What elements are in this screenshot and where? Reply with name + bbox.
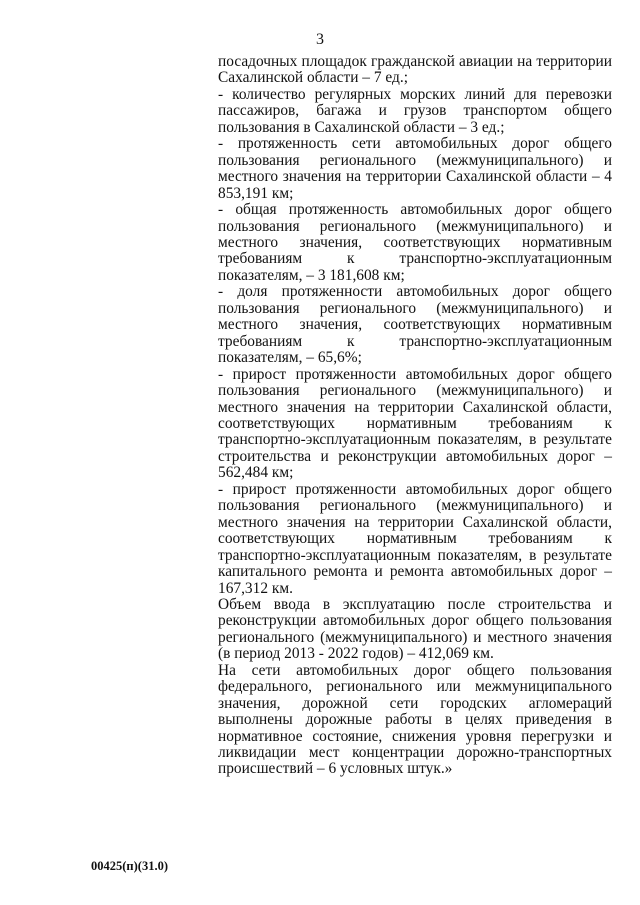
paragraph-landing-sites: посадочных площадок гражданской авиации на территории Сахалинской области – 7 ед.; [218,53,612,87]
paragraph-compliant-roads-length: - общая протяженность автомобильных дорог общего пользования регионального (межмуниципального) и местного значения, соответствующих нормативным требованиям к транспортно-эксплуатационным показателям, – 3 181,608 км; [218,201,612,284]
paragraph-growth-construction: - прирост протяженности автомобильных дорог общего пользования регионального (межмуниципального) и местного значения на территории Сахалинской области, соответствующих нормативным требованиям к транспортно-эксплуатационным показателям, в результате строительства и реконструкции автомобильных дорог – 562,484 км; [218,365,612,482]
paragraph-road-works: На сети автомобильных дорог общего пользования федерального, регионального или межмуниципального значения, дорожной сети городских агломераций выполнены дорожные работы в целях приведения в нормативное состояние, снижения уровня перегрузки и ликвидации мест концентрации дорожно-транспортных происшествий – 6 условных штук.» [218,661,612,778]
paragraph-commissioning-volume: Объем ввода в эксплуатацию после строительства и реконструкции автомобильных дорог общего пользования регионального (межмуниципального) и местного значения (в период 2013 - 2022 годов) – 412,069 км. [218,595,612,663]
document-body [218,54,612,778]
paragraph-compliant-roads-share: - доля протяженности автомобильных дорог общего пользования регионального (межмуниципального) и местного значения, соответствующих нормативным требованиям к транспортно-эксплуатационным показателям, – 65,6%; [218,283,612,367]
page-number: 3 [316,31,324,48]
document-code: 00425(п)(31.0) [91,859,168,873]
paragraph-growth-repair: - прирост протяженности автомобильных дорог общего пользования регионального (межмуниципального) и местного значения на территории Сахалинской области, соответствующих нормативным требованиям к транспортно-эксплуатационным показателям, в результате капитального ремонта и ремонта автомобильных дорог – 167,312 км. [218,480,612,597]
paragraph-sea-lines: - количество регулярных морских линий для перевозки пассажиров, багажа и грузов транспортом общего пользования в Сахалинской области – 3 ед.; [218,85,612,136]
paragraph-road-network-length: - протяженность сети автомобильных дорог общего пользования регионального (межмуниципального) и местного значения на территории Сахалинской области – 4 853,191 км; [218,135,612,202]
